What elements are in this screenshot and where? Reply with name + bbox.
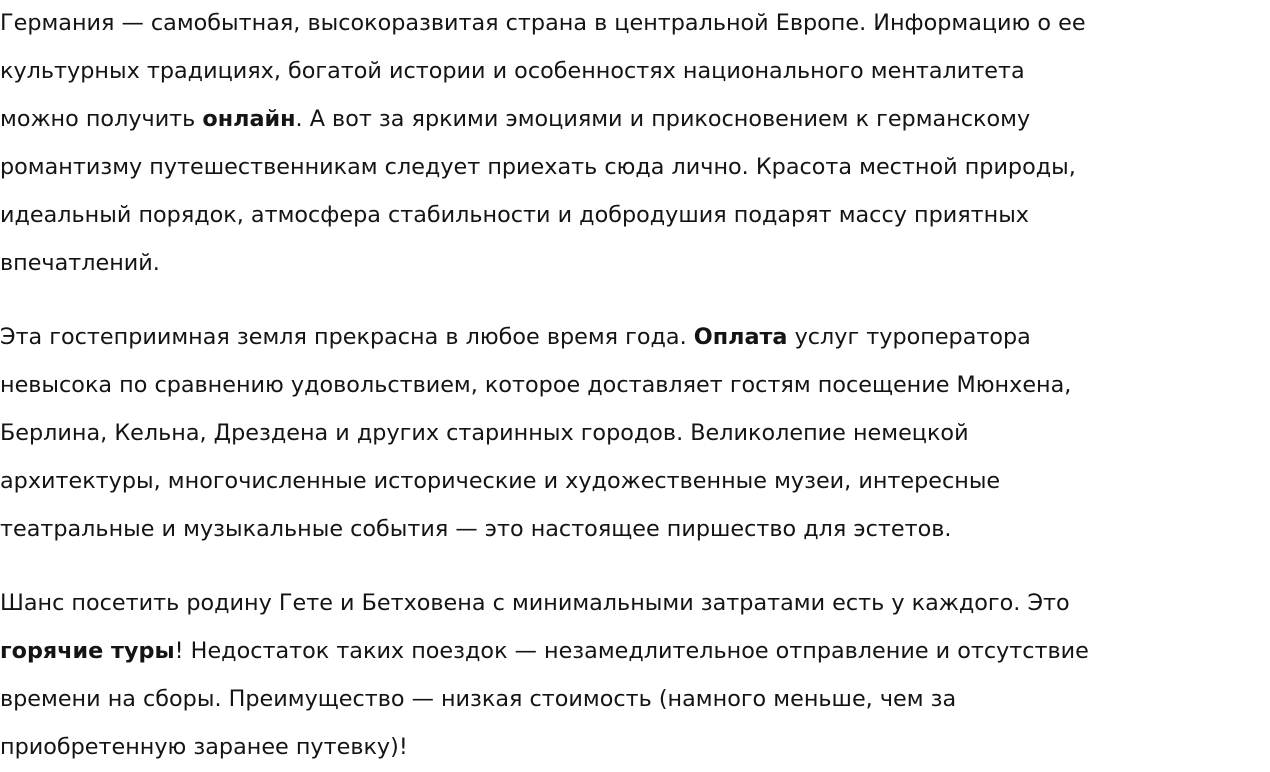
text-line [0,0,1270,47]
text-line [0,505,1270,553]
text-line [0,313,1270,361]
text-segment: Шанс посетить родину Гете и Бетховена с минимальными затратами есть у каждого. Это [0,590,1070,616]
text-line [0,579,1270,627]
text-segment: Германия — самобытная, высокоразвитая страна в центральной Европе. Информацию о ее [0,10,1086,36]
text-line [0,143,1270,191]
bold-keyword: Оплата [693,324,788,350]
text-line [0,627,1270,675]
text-segment: впечатлений. [0,250,160,276]
text-segment: ! Недостаток таких поездок — незамедлительное отправление и отсутствие [174,638,1089,664]
text-line [0,47,1270,95]
text-line [0,191,1270,239]
text-segment: . А вот за яркими эмоциями и прикосновением к германскому [295,106,1031,132]
article-paragraph [0,579,1270,771]
text-segment: театральные и музыкальные события — это настоящее пиршество для эстетов. [0,516,952,542]
text-segment: Эта гостеприимная земля прекрасна в любое время года. [0,324,694,350]
text-segment: времени на сборы. Преимущество — низкая стоимость (намного меньше, чем за [0,686,957,712]
text-line [0,457,1270,505]
text-line [0,723,1270,771]
text-line [0,361,1270,409]
article-paragraph [0,0,1270,287]
text-segment: культурных традициях, богатой истории и особенностях национального менталитета [0,58,1025,84]
text-segment: архитектуры, многочисленные исторические и художественные музеи, интересные [0,468,1001,494]
text-segment: услуг туроператора [787,324,1031,350]
text-segment: приобретенную заранее путевку)! [0,734,408,760]
text-segment: Берлина, Кельна, Дрездена и других старинных городов. Великолепие немецкой [0,420,969,446]
text-line [0,95,1270,143]
text-segment: невысока по сравнению удовольствием, которое доставляет гостям посещение Мюнхена, [0,372,1072,398]
text-segment: романтизму путешественникам следует приехать сюда лично. Красота местной природы, [0,154,1076,180]
text-line [0,409,1270,457]
bold-keyword: горячие туры [0,638,175,664]
text-segment: идеальный порядок, атмосфера стабильности и добродушия подарят массу приятных [0,202,1029,228]
text-segment: можно получить [0,106,203,132]
article-paragraph [0,313,1270,553]
text-line [0,675,1270,723]
text-line [0,239,1270,287]
bold-keyword: онлайн [202,106,296,132]
